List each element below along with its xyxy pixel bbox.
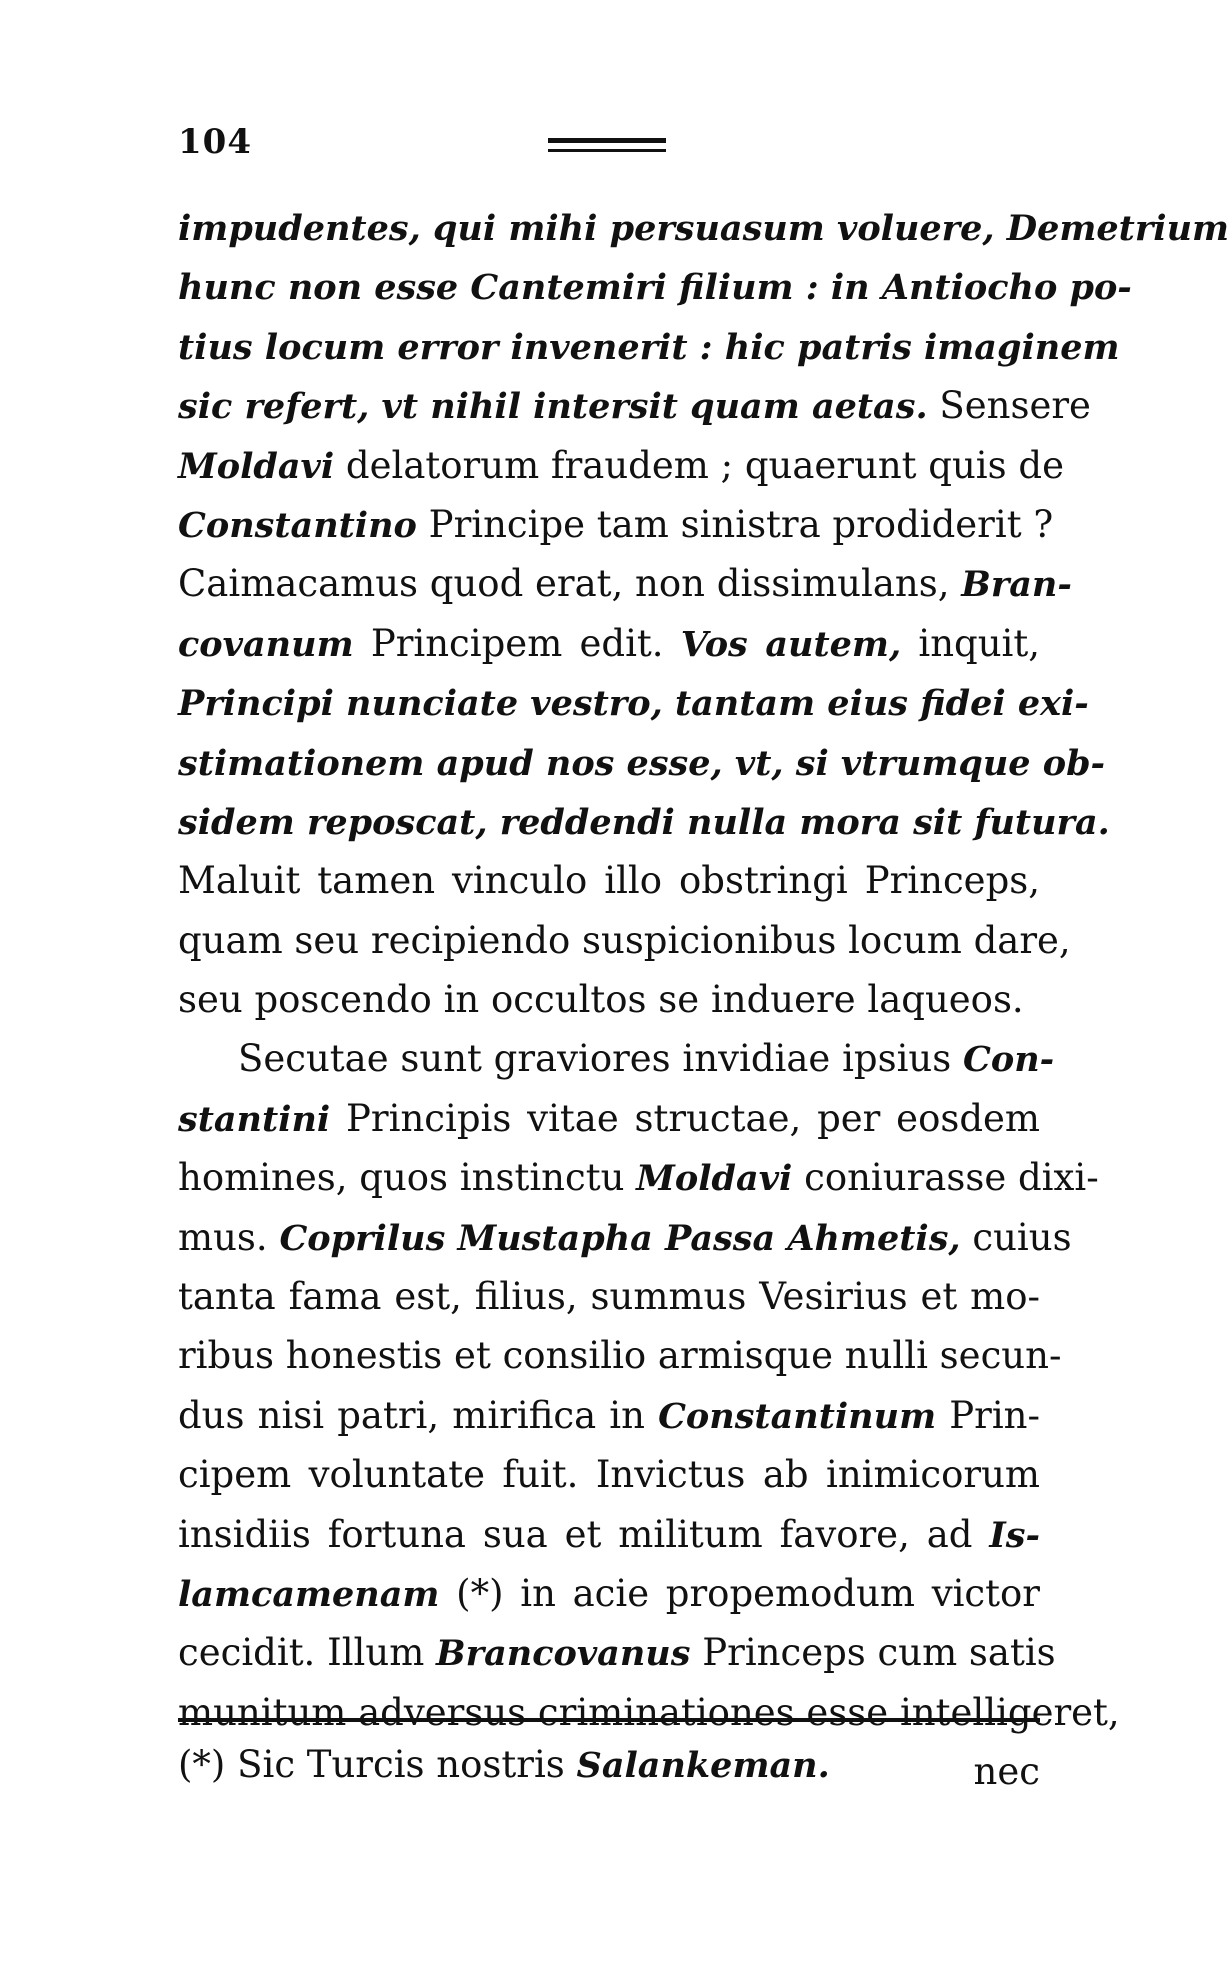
text-segment: Princeps cum satis — [690, 1631, 1056, 1675]
footnote-separator — [178, 1718, 1040, 1722]
text-segment: mus. — [178, 1215, 280, 1259]
text-line — [178, 733, 1106, 792]
italic-segment: impudentes, qui mihi persuasum voluere, Demetrium — [178, 208, 1229, 249]
text-segment: dus nisi patri, mirifica in — [178, 1393, 659, 1437]
text-segment: (*) in acie propemodum victor — [439, 1571, 1040, 1615]
italic-segment: sidem reposcat, reddendi nulla mora sit futura. — [178, 801, 1110, 843]
italic-segment: stimationem apud nos esse, vt, si vtrumque ob- — [178, 742, 1106, 784]
footnote — [178, 1740, 1040, 1794]
text-line — [178, 1326, 1062, 1385]
text-line — [178, 792, 1110, 851]
italic-segment: Principi nunciate vestro, tantam eius fidei exi- — [178, 683, 1089, 725]
italic-segment: Constantinum — [658, 1395, 937, 1437]
text-line — [178, 436, 1064, 495]
italic-segment: stantini — [178, 1098, 331, 1140]
text-line — [178, 1029, 1055, 1088]
text-segment: Maluit tamen vinculo illo obstringi Princeps, — [178, 859, 1040, 903]
text-segment: Sensere — [927, 384, 1091, 428]
footnote-text: Sic Turcis nostris — [225, 1743, 577, 1786]
italic-segment: lamcamenam — [178, 1573, 440, 1615]
text-segment: seu poscendo in occultos se induere laqueos. — [178, 978, 1024, 1022]
page-number: 104 — [178, 122, 252, 162]
text-line — [178, 198, 1229, 257]
header-rule-ornament — [548, 138, 666, 152]
italic-segment: hunc non esse Cantemiri filium : in Antiocho po- — [178, 267, 1132, 309]
text-line — [178, 614, 1040, 673]
text-line — [178, 317, 1120, 376]
text-line — [178, 851, 1040, 910]
text-segment: cuius — [960, 1215, 1072, 1259]
text-line — [178, 1564, 1040, 1623]
footnote-marker: (*) — [178, 1743, 226, 1786]
body-text — [178, 198, 1229, 1802]
italic-segment: covanum — [178, 623, 354, 665]
text-line — [178, 1148, 1099, 1207]
text-segment: cecidit. Illum — [178, 1631, 437, 1675]
text-segment: Caimacamus quod erat, non dissimulans, — [178, 562, 962, 606]
text-line — [178, 1683, 1120, 1742]
italic-segment: Constantino — [178, 504, 417, 546]
text-segment: Prin- — [936, 1393, 1040, 1437]
text-segment: cipem voluntate fuit. Invictus ab inimicorum — [178, 1453, 1040, 1497]
text-line — [178, 1445, 1040, 1504]
italic-segment: Brancovanus — [436, 1633, 691, 1675]
text-segment: inquit, — [901, 621, 1041, 665]
italic-segment: Bran- — [961, 564, 1072, 606]
text-segment: Principe tam sinistra prodiderit ? — [416, 502, 1054, 546]
text-segment: munitum adversus criminationes esse intelligeret, — [178, 1690, 1120, 1734]
italic-segment: Moldavi — [636, 1158, 793, 1200]
footnote-italic: Salankeman. — [576, 1745, 830, 1786]
text-line — [178, 495, 1054, 554]
text-line — [178, 970, 1040, 1029]
italic-segment: tius locum error invenerit : hic patris imaginem — [178, 326, 1120, 368]
italic-segment: Vos autem, — [680, 623, 902, 665]
text-segment: homines, quos instinctu — [178, 1156, 637, 1200]
text-segment: nec — [973, 1750, 1040, 1794]
text-line — [178, 1089, 1040, 1148]
text-line — [178, 1386, 1040, 1445]
text-segment: coniurasse dixi- — [792, 1156, 1099, 1200]
italic-segment: Moldavi — [178, 445, 335, 487]
text-segment: quam seu recipiendo suspicionibus locum dare, — [178, 918, 1071, 962]
italic-segment: sic refert, vt nihil intersit quam aetas. — [178, 386, 928, 428]
text-segment: tanta fama est, filius, summus Vesirius et mo- — [178, 1275, 1040, 1319]
text-segment: delatorum fraudem ; quaerunt quis de — [334, 443, 1064, 487]
text-segment: Principem edit. — [353, 621, 681, 665]
text-line — [178, 376, 1091, 435]
text-line — [178, 1208, 1072, 1267]
italic-segment: Con- — [963, 1039, 1055, 1081]
text-segment: ribus honestis et consilio armisque nulli secun- — [178, 1334, 1062, 1378]
text-line — [178, 673, 1089, 732]
text-segment: Principis vitae structae, per eosdem — [330, 1096, 1040, 1140]
text-line — [178, 1267, 1040, 1326]
text-segment: insidiis fortuna sua et militum favore, ad — [178, 1512, 990, 1556]
text-line — [178, 554, 1072, 613]
italic-segment: Coprilus Mustapha Passa Ahmetis, — [279, 1217, 961, 1259]
text-segment: Secutae sunt graviores invidiae ipsius — [238, 1037, 963, 1081]
text-line — [178, 257, 1132, 316]
text-line — [178, 1623, 1056, 1682]
italic-segment: Is- — [989, 1514, 1040, 1556]
text-line — [178, 911, 1071, 970]
page-header — [178, 118, 1038, 168]
text-line — [178, 1505, 1040, 1564]
